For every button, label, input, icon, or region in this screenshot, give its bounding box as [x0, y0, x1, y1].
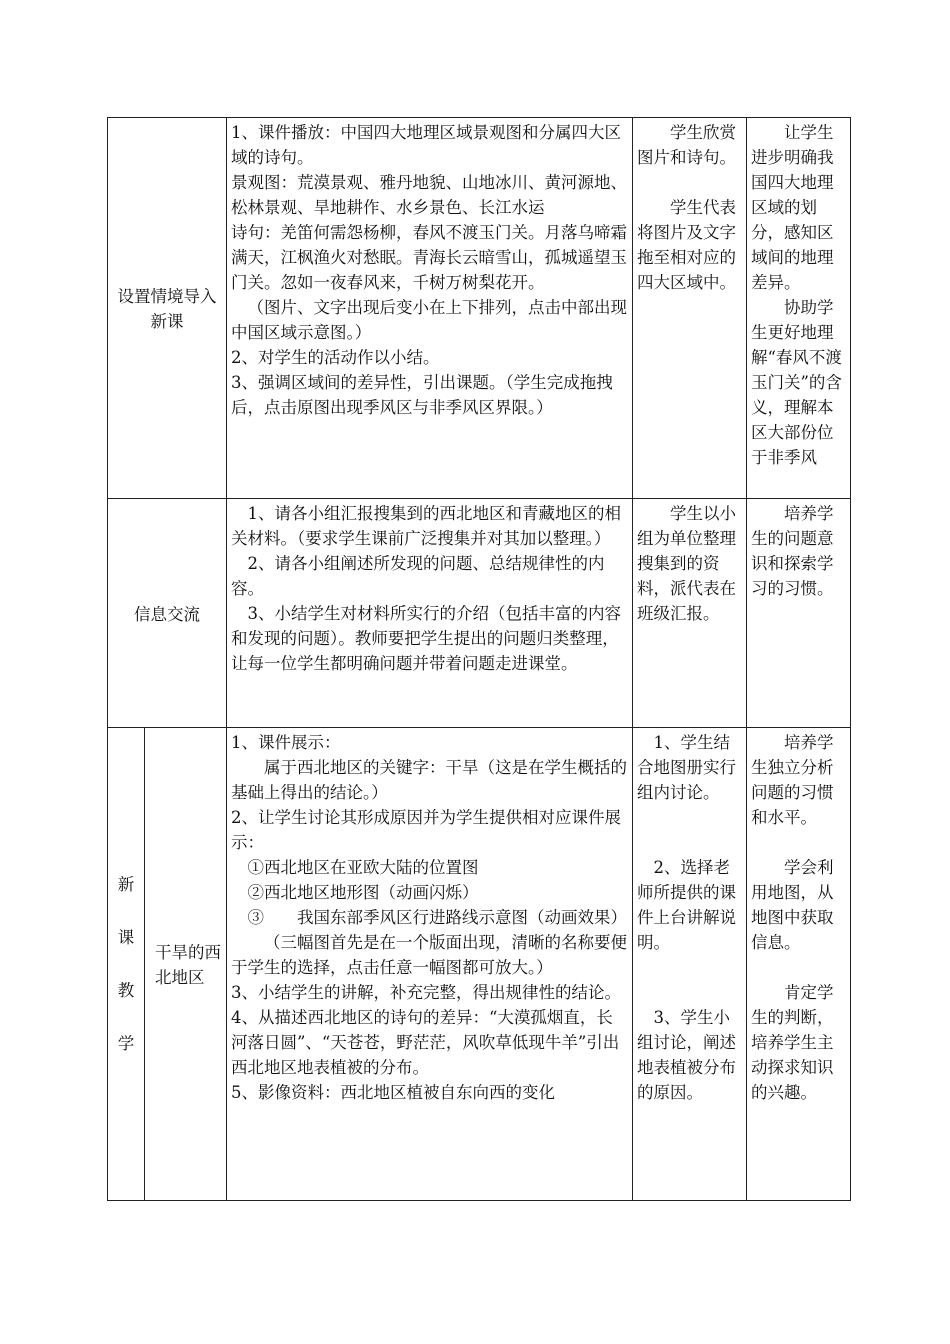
teacher-paragraph: （图片、文字出现后变小在上下排列，点击中部出现中国区域示意图。）	[231, 298, 627, 342]
student-paragraph: 2、选择老师所提供的课件上台讲解说明。	[637, 858, 736, 952]
substage-cell	[145, 728, 227, 1201]
table-row	[108, 499, 851, 728]
teacher-activity-cell	[227, 499, 633, 728]
lesson-plan-table	[107, 117, 851, 1201]
student-paragraph: 学生欣赏图片和诗句。	[637, 123, 736, 167]
teacher-paragraph: 属于西北地区的关键字：干旱（这是在学生概括的基础上得出的结论。）	[231, 758, 627, 802]
design-intent-cell	[747, 499, 851, 728]
design-intent-cell	[747, 728, 851, 1201]
teacher-paragraph: 3、强调区域间的差异性，引出课题。（学生完成拖拽后，点击原图出现季风区与非季风区界限。）	[231, 373, 613, 417]
teacher-activity-cell	[227, 728, 633, 1201]
student-activity-cell	[633, 499, 747, 728]
teacher-paragraph: ②西北地区地形图（动画闪烁）	[247, 883, 479, 902]
substage-label: 干旱的西北地区	[155, 943, 221, 987]
intent-paragraph: 让学生进步明确我国四大地理区域的划分，感知区域间的地理差异。	[751, 123, 834, 292]
intent-paragraph: 培养学生独立分析问题的习惯和水平。	[751, 733, 834, 827]
teacher-paragraph: 3、小结学生的讲解，补充完整，得出规律性的结论。	[231, 983, 621, 1002]
teacher-paragraph: 1、课件播放：中国四大地理区域景观图和分属四大区域的诗句。	[231, 123, 621, 167]
design-intent-cell	[747, 118, 851, 499]
stage-cell	[108, 499, 227, 728]
intent-paragraph: 培养学生的问题意识和探索学习的习惯。	[751, 504, 834, 598]
intent-paragraph: 肯定学生的判断，培养学生主动探求知识的兴趣。	[751, 983, 834, 1102]
stage-label: 设置情境导入新课	[117, 287, 217, 331]
stage-char: 学	[117, 1034, 135, 1053]
teacher-paragraph: 1、请各小组汇报搜集到的西北地区和青藏地区的相关材料。（要求学生课前广泛搜集并对其加以整理。）	[231, 504, 621, 548]
stage-char: 教	[117, 981, 135, 1000]
intent-paragraph: 协助学生更好地理解“春风不渡玉门关”的含义，理解本区大部份位于非季风	[751, 298, 842, 467]
table-row	[108, 728, 851, 1201]
teacher-paragraph: 诗句：羌笛何需怨杨柳，春风不渡玉门关。月落乌啼霜满天，江枫渔火对愁眠。青海长云暗雪山，孤城遥望玉门关。忽如一夜春风来，千树万树梨花开。	[231, 223, 627, 292]
teacher-paragraph: （三幅图首先是在一个版面出现，清晰的名称要便于学生的选择，点击任意一幅图都可放大。）	[231, 933, 627, 977]
stage-char: 新	[117, 875, 135, 894]
table-row	[108, 118, 851, 499]
student-paragraph: 学生代表将图片及文字拖至相对应的四大区域中。	[637, 198, 736, 292]
student-activity-cell	[633, 118, 747, 499]
teacher-paragraph: 3、小结学生对材料所实行的介绍（包括丰富的内容和发现的问题）。教师要把学生提出的问题归类整理，让每一位学生都明确问题并带着问题走进课堂。	[231, 604, 621, 673]
student-paragraph: 3、学生小组讨论，阐述地表植被分布的原因。	[637, 1008, 736, 1102]
teacher-paragraph: 1、课件展示：	[231, 733, 341, 752]
intent-paragraph: 学会利用地图，从地图中获取信息。	[751, 858, 834, 952]
student-paragraph: 学生以小组为单位整理搜集到的资料，派代表在班级汇报。	[637, 504, 736, 623]
stage-vertical-cell	[108, 728, 145, 1201]
teacher-paragraph: ③ 我国东部季风区行进路线示意图（动画效果）	[247, 908, 627, 927]
stage-cell	[108, 118, 227, 499]
teacher-paragraph: 2、对学生的活动作以小结。	[231, 348, 440, 367]
teacher-paragraph: 5、影像资料：西北地区植被自东向西的变化	[231, 1083, 555, 1102]
teacher-activity-cell	[227, 118, 633, 499]
teacher-paragraph: 2、让学生讨论其形成原因并为学生提供相对应课件展示：	[231, 808, 621, 852]
teacher-paragraph: 4、从描述西北地区的诗句的差异：“大漠孤烟直，长河落日圆”、“天苍苍，野茫茫，风吹草低现牛羊”引出西北地区地表植被的分布。	[231, 1008, 620, 1077]
teacher-paragraph: 2、请各小组阐述所发现的问题、总结规律性的内容。	[231, 554, 605, 598]
student-activity-cell	[633, 728, 747, 1201]
student-paragraph: 1、学生结合地图册实行组内讨论。	[637, 733, 736, 802]
stage-char: 课	[117, 928, 135, 947]
teacher-paragraph: ①西北地区在亚欧大陆的位置图	[247, 858, 479, 877]
stage-label: 信息交流	[134, 604, 200, 624]
teacher-paragraph: 景观图：荒漠景观、雅丹地貌、山地冰川、黄河源地、松林景观、旱地耕作、水乡景色、长江水运	[231, 173, 627, 217]
